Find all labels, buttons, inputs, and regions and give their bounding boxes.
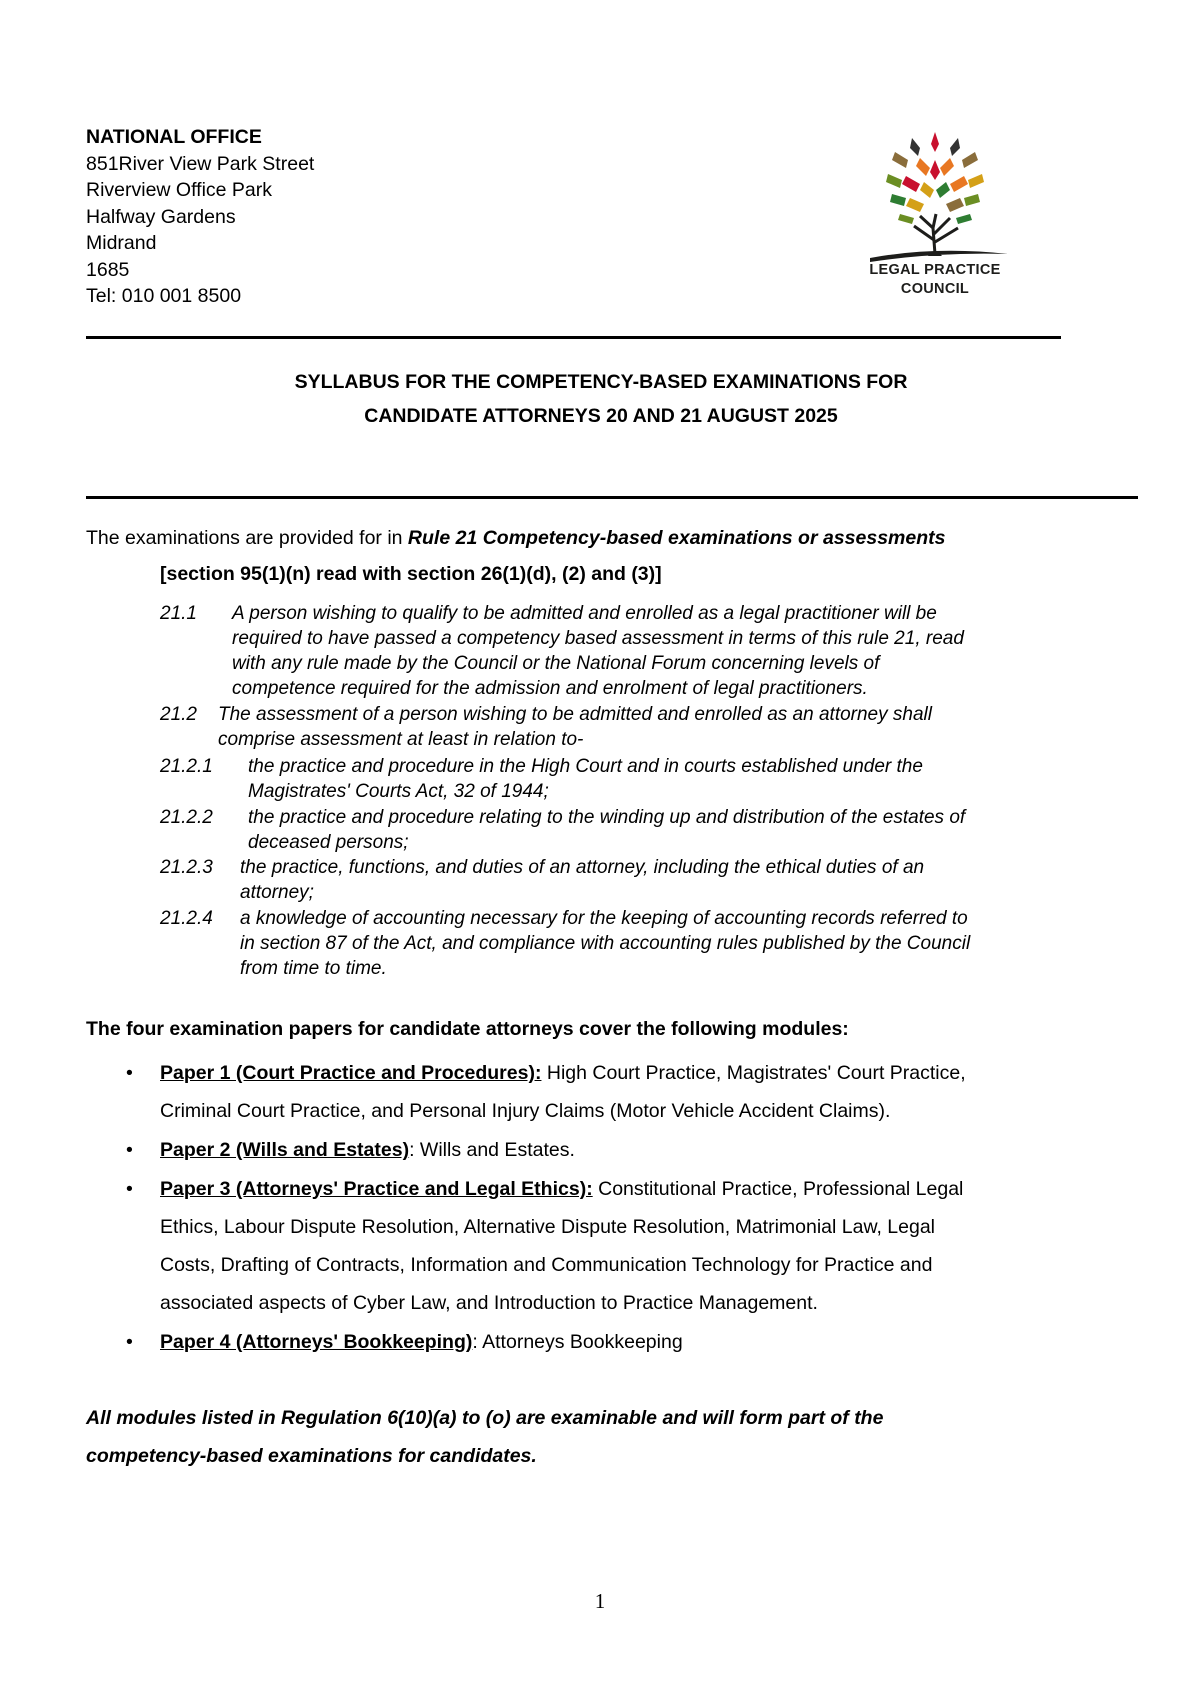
closing-line: competency-based examinations for candidates. [86, 1445, 537, 1467]
legal-practice-council-logo [840, 130, 1030, 305]
address-line: Riverview Office Park [86, 179, 273, 201]
rule-line: with any rule made by the Council or the National Forum concerning levels of [232, 653, 880, 674]
closing-statement [86, 1399, 1106, 1475]
rule-line: a knowledge of accounting necessary for the keeping of accounting records referred to [240, 908, 968, 929]
rule-line: the practice, functions, and duties of an attorney, including the ethical duties of an [240, 857, 925, 878]
paper-description: : Attorneys Bookkeeping [472, 1331, 683, 1353]
logo-text-line2: COUNCIL [900, 281, 970, 297]
bullet-icon: • [126, 1139, 133, 1161]
address-line: 851River View Park Street [86, 152, 315, 175]
bullet-icon: • [126, 1178, 133, 1200]
address-line: Tel: 010 001 8500 [86, 285, 242, 307]
rule-number: 21.2.1 [160, 756, 213, 777]
rule-line: deceased persons; [248, 832, 409, 853]
address-line: Halfway Gardens [86, 205, 236, 228]
paper-title: Paper 4 (Attorneys' Bookkeeping) [160, 1331, 473, 1353]
rule-number: 21.2.3 [160, 857, 213, 878]
office-title: NATIONAL OFFICE [86, 126, 262, 148]
rule-line: A person wishing to qualify to be admitted and enrolled as a legal practitioner will be [232, 603, 937, 624]
rule-line: required to have passed a competency based assessment in terms of this rule 21, read [232, 628, 964, 649]
paper-title: Paper 1 (Court Practice and Procedures): [160, 1062, 542, 1084]
address-line: Midrand [86, 232, 157, 254]
bullet-icon: • [126, 1331, 133, 1353]
rule-line: The assessment of a person wishing to be admitted and enrolled as an attorney shall [218, 704, 932, 725]
rule-reference: Rule 21 Competency-based examinations or assessments [407, 527, 946, 549]
syllabus-title-line1: SYLLABUS FOR THE COMPETENCY-BASED EXAMINATIONS FOR [294, 371, 908, 393]
paper-title: Paper 2 (Wills and Estates) [160, 1139, 410, 1161]
top-divider [86, 336, 1061, 339]
logo-text-line1: LEGAL PRACTICE [869, 262, 1001, 278]
rule-number: 21.2.4 [160, 908, 213, 929]
paper-description: Costs, Drafting of Contracts, Information and Communication Technology for Practice and [160, 1254, 933, 1276]
rule-number: 21.2 [160, 704, 197, 725]
paper-description: Ethics, Labour Dispute Resolution, Alternative Dispute Resolution, Matrimonial Law, Legal [160, 1216, 936, 1238]
rule-line: the practice and procedure in the High Court and in courts established under the [248, 756, 923, 777]
paper-description: High Court Practice, Magistrates' Court Practice, [541, 1062, 966, 1084]
tree-logo-icon [840, 130, 1030, 265]
paper-description: associated aspects of Cyber Law, and Introduction to Practice Management. [160, 1292, 818, 1314]
rule-line: Magistrates' Courts Act, 32 of 1944; [248, 781, 549, 802]
rule-number: 21.1 [160, 603, 197, 624]
title-divider [86, 496, 1138, 499]
paper-description: Constitutional Practice, Professional Legal [592, 1178, 964, 1200]
page-number: 1 [594, 1589, 606, 1613]
rule-line: the practice and procedure relating to the winding up and distribution of the estates of [248, 807, 966, 828]
closing-line: All modules listed in Regulation 6(10)(a) to (o) are examinable and will form part of the [86, 1407, 884, 1429]
address-block [86, 124, 314, 310]
rule-line: comprise assessment at least in relation to- [218, 729, 584, 750]
rule-line: from time to time. [240, 958, 387, 979]
address-line: 1685 [86, 258, 130, 281]
paper-description: Criminal Court Practice, and Personal Injury Claims (Motor Vehicle Accident Claims). [160, 1100, 891, 1122]
paper-description: : Wills and Estates. [409, 1139, 575, 1161]
modules-heading: The four examination papers for candidate attorneys cover the following modules: [86, 1018, 849, 1040]
rule-line: in section 87 of the Act, and compliance with accounting rules published by the Council [240, 933, 971, 954]
bullet-icon: • [126, 1062, 133, 1084]
section-reference: [section 95(1)(n) read with section 26(1)(d), (2) and (3)] [160, 563, 662, 585]
intro-prefix: The examinations are provided for in [86, 527, 408, 549]
rule-line: competence required for the admission and enrolment of legal practitioners. [232, 678, 868, 699]
rule-number: 21.2.2 [160, 807, 213, 828]
paper-title: Paper 3 (Attorneys' Practice and Legal Ethics): [160, 1178, 593, 1200]
syllabus-title-line2: CANDIDATE ATTORNEYS 20 AND 21 AUGUST 2025 [364, 405, 838, 427]
intro-text [86, 527, 945, 550]
rule-line: attorney; [240, 882, 314, 903]
